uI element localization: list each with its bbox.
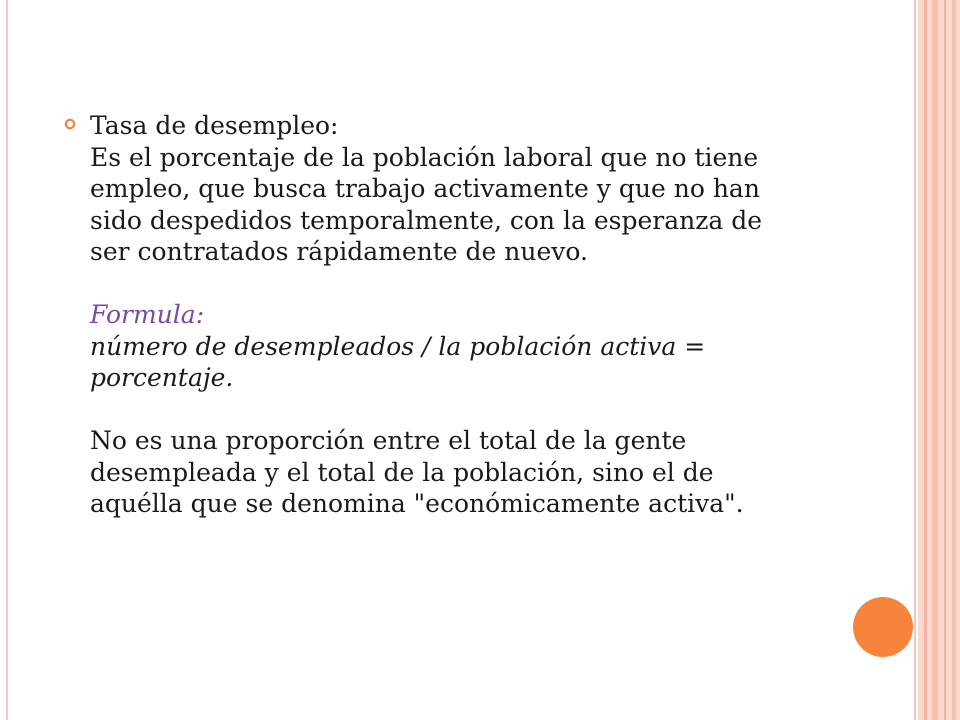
formula-line: porcentaje. — [90, 363, 234, 392]
spacer — [90, 268, 824, 300]
stripe — [952, 0, 956, 720]
note-line: aquélla que se denomina "económicamente activa". — [90, 489, 744, 518]
formula-label: Formula: — [90, 300, 205, 329]
definition-line: Es el porcentaje de la población laboral que no tiene — [90, 142, 759, 172]
stripe — [944, 0, 946, 720]
note-line: No es una proporción entre el total de la gente — [90, 426, 687, 455]
spacer — [90, 394, 824, 426]
stripe — [932, 0, 938, 720]
accent-circle — [853, 597, 913, 657]
formula-line: número de desempleados / la población activa = — [90, 331, 706, 361]
slide-content — [64, 110, 824, 520]
definition-line: sido despedidos temporalmente, con la esperanza de — [90, 205, 763, 235]
definition-line: empleo, que busca trabajo activamente y que no han — [90, 174, 760, 203]
decorative-stripes — [918, 0, 960, 720]
bullet-title: Tasa de desempleo: — [90, 111, 339, 140]
stripe — [924, 0, 927, 720]
hollow-circle-bullet-icon — [64, 118, 76, 130]
note-line: desempleada y el total de la población, sino el de — [90, 457, 714, 487]
bullet-item — [64, 110, 824, 520]
definition-line: ser contratados rápidamente de nuevo. — [90, 237, 588, 266]
